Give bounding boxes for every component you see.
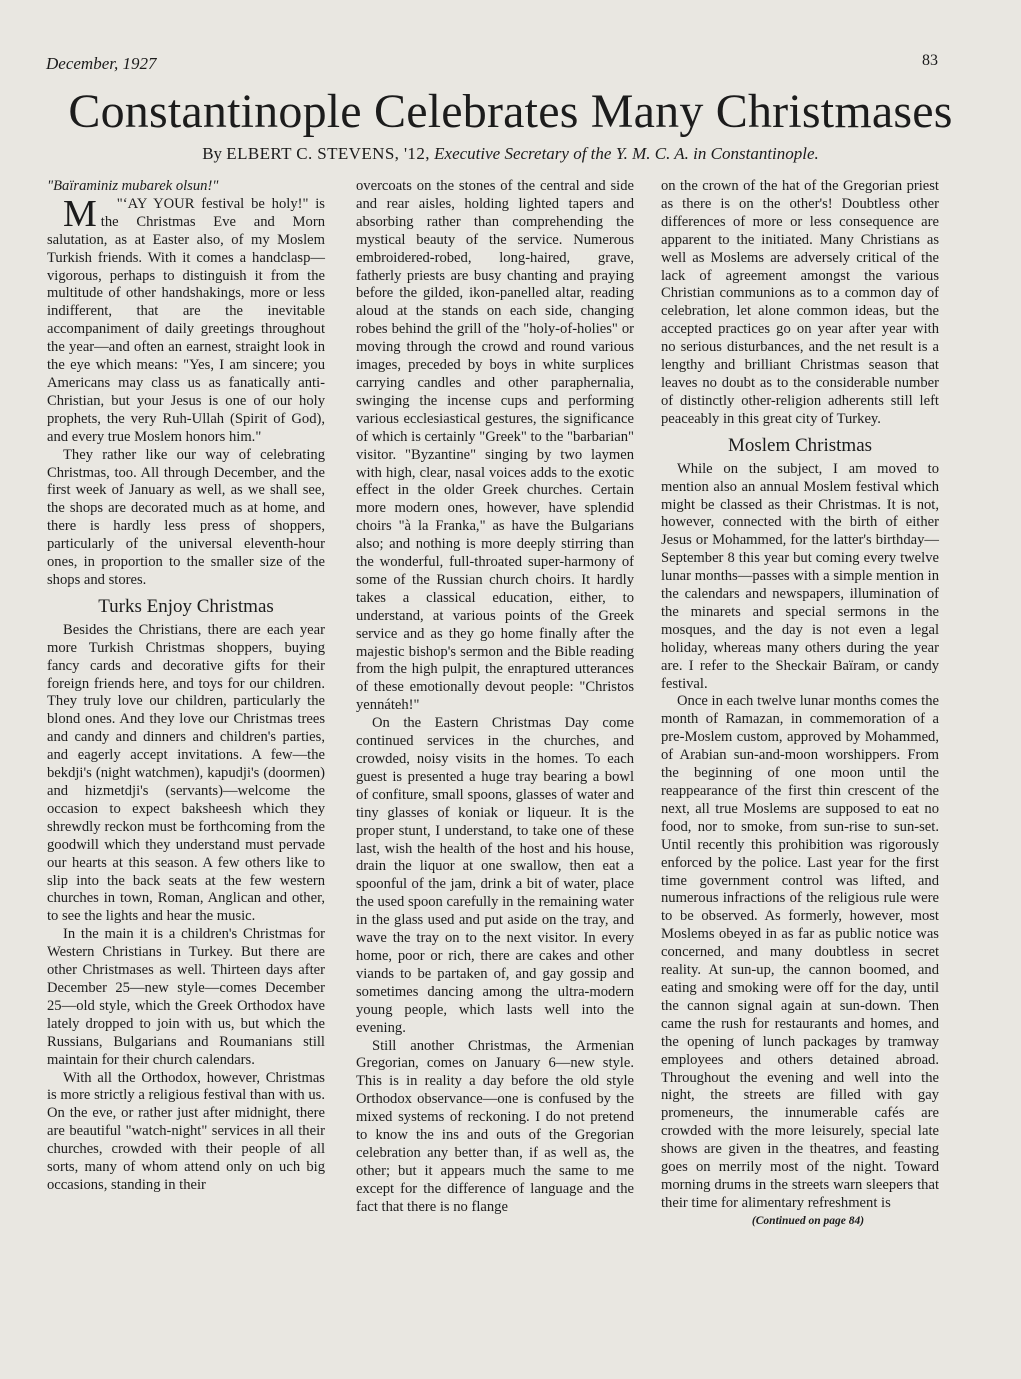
author-name: ELBERT C. STEVENS, '12, xyxy=(226,144,430,163)
section-heading: Turks Enjoy Christmas xyxy=(98,595,274,617)
paragraph: "‘ M AY YOUR festival be holy!" is the Christmas Eve and Morn salutation, as at Easter also, of my Moslem Turkish friends. With it comes a handclasp—vigorous, perhaps to distinguish it from the multitude of other handshakings, more or less indifferent, that are the inevitable accompaniment of daily greetings throughout the year—and often an earnest, straight look in the eye which means: "Yes, I am sincere; you Americans may class us as fanatically anti-Christian, but your Jesus is one of our holy prophets, the very Ruh-Ullah (Spirit of God), and every true Moslem honors him." xyxy=(47,192,325,445)
byline xyxy=(0,144,1021,164)
column-2 xyxy=(356,178,634,1217)
paragraph: Still another Christmas, the Armenian Gregorian, comes on January 6—new style. This is in reality a day before the old style Orthodox observance—one is confused by the mixed systems of reckoning. I do not pretend to know the ins and outs of the Gregorian celebration any better than, if as well as, the other; but it appears much the same to me except for the difference of language and the fact that there is no flange xyxy=(356,1037,634,1215)
paragraph: In the main it is a children's Christmas for Western Christians in Turkey. But there are other Christmases as well. Thirteen days after December 25—new style—comes December 25—old style, which the Greek Orthodox have lately dropped to join with us, but which the Russians, Bulgarians and Roumanians still maintain for their church calendars. xyxy=(47,926,325,1068)
page-number: 83 xyxy=(922,52,938,69)
author-position: Executive Secretary of the Y. M. C. A. in Constantinople. xyxy=(434,144,819,163)
paragraph: Once in each twelve lunar months comes the month of Ramazan, in commemoration of a pre-Moslem custom, approved by Mohammed, of Arabian sun-and-moon worshippers. From the beginning of one moon until the reappearance of the first thin crescent of the next, all true Moslems are supposed to eat no food, nor to smoke, from sun-rise to sun-set. Until recently this prohibition was rigorously enforced by the police. Last year for the first time government control was lifted, and numerous infractions of the religious rule were to be observed. As formerly, however, most Moslems obeyed in as far as public notice was concerned, and many doubtless in secret reality. At sun-up, the cannon boomed, and eating and smoking were off for the day, until the cannon signal again at sun-down. Then came the rush for restaurants and homes, and the opening of lunch packages by tramway employees and others detained abroad. Throughout the evening and well into the night, the streets are filled with gay promeneurs, the innumerable cafés are crowded with the more leisurely, special late shows are given in the theatres, and feasting goes on merrily most of the night. Toward morning drums in the streets warn sleepers that their time for alimentary refreshment is xyxy=(661,693,939,1211)
paragraph: With all the Orthodox, however, Christmas is more strictly a religious festival than with us. On the eve, or rather just after midnight, there are beautiful "watch-night" services in all their churches, crowded with their people of all sorts, many of whom attend only on uch big occasions, standing in their xyxy=(47,1069,325,1193)
paragraph: overcoats on the stones of the central and side and rear aisles, holding lighted tapers and absorbing rather than comprehending the mystical beauty of the service. Numerous embroidered-robed, long-haired, grave, fatherly priests are busy chanting and praying before the gilded, ikon-panelled altar, reading aloud at the stands on each side, changing robes behind the grill of the "holy-of-holies" or moving through the crowd and round various images, preceded by boys in white surplices carrying candles and other paraphernalia, swinging the incense cups and performing various ecclesiastical gestures, the significance of which is certainly "Greek" to the "barbarian" visitor. "Byzantine" singing by two laymen with high, clear, nasal voices adds to the exotic effect in the older Greek churches. Certain more modern ones, however, have splendid choirs "à la Franka," as have the Bulgarians also; and nothing is more deeply stirring than the wonderful, full-throated super-harmony of some of the Russian church choirs. It hardly takes a classical education, either, to understand, at various points of the Greek service and as they go home finally after the majestic bishop's sermon and the Bible reading from the high pulpit, the enraptured utterances of these emotionally devout people: "Christos yennáteh!" xyxy=(356,178,634,714)
issue-date: December, 1927 xyxy=(46,54,157,73)
section-heading: Moslem Christmas xyxy=(727,434,873,456)
paragraph: Besides the Christians, there are each year more Turkish Christmas shoppers, buying fancy cards and decorative gifts for their foreign friends here, and toys for our children. They truly love our children, particularly the blond ones. And they love our Christmas trees and candy and dinners and children's parties, and eagerly accept invitations. A few—the bekdji's (night watchmen), kapudji's (doormen) and hizmetdji's (servants)—welcome the occasion to expect baksheesh which they shrewdly reckon must be forthcoming from the goodwill which they understand must pervade our hearts at this season. A few others like to slip into the back seats at the few western churches in town, Roman, Anglican and other, to see the lights and hear the music. xyxy=(47,621,325,925)
paragraph: on the crown of the hat of the Gregorian priest as there is on the other's! Doubtless other differences of more or less consequence are apparent to the initiated. Many Christians as well as Moslems are adversely critical of the lack of agreement amongst the various Christian communions as to a common day of celebration, let alone common ideas, but the accepted practices go on year after year with no serious disturbances, and the net result is a lengthy and brilliant Christmas season that leaves no doubt as to the considerable number of distinctly other-religion adherents still left peaceably in this great city of Turkey. xyxy=(661,178,939,427)
greeting-quote: "Baïraminiz mubarek olsun!" xyxy=(47,178,219,194)
column-3 xyxy=(661,178,939,1231)
open-quote: "‘ xyxy=(116,195,128,212)
paragraph: They rather like our way of celebrating Christmas, too. All through December, and the first week of January as well, as we shall see, the shops are decorated much as at home, and there is hardly less press of shoppers, particularly of the universal eleventh-hour ones, in proportion to the smaller size of the shops and stores. xyxy=(47,446,325,588)
continued-note: (Continued on page 84) xyxy=(751,1214,865,1227)
column-1 xyxy=(47,178,325,1195)
paragraph: On the Eastern Christmas Day come continued services in the churches, and crowded, noisy visits in the homes. To each guest is presented a huge tray bearing a bowl of confiture, small spoons, glasses of water and tiny glasses of koniak or liqueur. It is the proper stunt, I understand, to take one of these last, wish the health of the host and his house, drain the liquor at one swallow, then eat a spoonful of the jam, drink a bit of water, place the used spoon carefully in the remaining water in the glass used and put aside on the tray, and wave the tray on to the next visitor. In every home, poor or rich, there are cakes and other viands to be partaken of, and gay gossip and sometimes dancing among the ultra-modern young people, which lasts well into the evening. xyxy=(356,715,634,1036)
paragraph: While on the subject, I am moved to mention also an annual Moslem festival which might be classed as their Christmas. It is not, however, connected with the birth of either Jesus or Mohammed, for the latter's birthday—September 8 this year but coming every twelve lunar months—passes with a simple mention in the calendars and newspapers, illumination of the minarets and special sermons in the mosques, and the day is not even a legal holiday, whereas many others during the year are. I refer to the Sheckair Baïram, or candy festival. xyxy=(661,460,939,692)
article-title: Constantinople Celebrates Many Christmases xyxy=(68,85,953,138)
drop-cap: M xyxy=(63,192,97,235)
byline-by: By xyxy=(202,144,227,163)
